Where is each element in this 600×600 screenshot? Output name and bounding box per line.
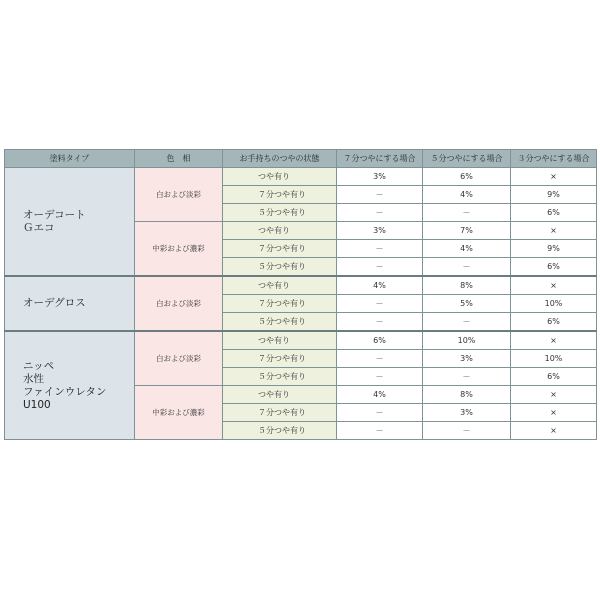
value-70-cell: － <box>337 350 423 368</box>
value-50-cell: 4% <box>423 240 511 258</box>
table-row <box>5 331 597 350</box>
value-50-cell: － <box>423 258 511 277</box>
value-50-cell: 5% <box>423 295 511 313</box>
table-row <box>5 168 597 186</box>
value-30-cell: 6% <box>511 313 597 332</box>
value-50-cell: 3% <box>423 404 511 422</box>
gloss-state-cell: ５分つや有り <box>223 204 337 222</box>
paint-type-cell <box>5 331 135 440</box>
value-30-cell: × <box>511 422 597 440</box>
value-50-cell: 10% <box>423 331 511 350</box>
value-70-cell: 3% <box>337 222 423 240</box>
gloss-state-cell: つや有り <box>223 168 337 186</box>
hue-cell: 中彩および濃彩 <box>135 222 223 277</box>
gloss-state-cell: つや有り <box>223 276 337 295</box>
value-70-cell: 4% <box>337 276 423 295</box>
gloss-state-cell: ７分つや有り <box>223 186 337 204</box>
value-30-cell: 9% <box>511 186 597 204</box>
gloss-state-cell: つや有り <box>223 386 337 404</box>
gloss-state-cell: ７分つや有り <box>223 350 337 368</box>
value-30-cell: × <box>511 168 597 186</box>
value-70-cell: － <box>337 186 423 204</box>
paint-type-cell <box>5 168 135 277</box>
hue-cell: 白および淡彩 <box>135 168 223 222</box>
value-50-cell: 4% <box>423 186 511 204</box>
value-70-cell: － <box>337 313 423 332</box>
paint-type-name: ニッペ 水性 ファインウレタン U100 <box>23 359 107 411</box>
hue-cell: 白および淡彩 <box>135 276 223 331</box>
gloss-state-cell: ５分つや有り <box>223 258 337 277</box>
value-30-cell: 9% <box>511 240 597 258</box>
value-70-cell: － <box>337 204 423 222</box>
header-hue: 色 相 <box>135 150 223 168</box>
value-30-cell: 10% <box>511 350 597 368</box>
gloss-state-cell: ７分つや有り <box>223 404 337 422</box>
value-50-cell: 6% <box>423 168 511 186</box>
value-50-cell: － <box>423 368 511 386</box>
value-30-cell: 10% <box>511 295 597 313</box>
paint-type-name: オーデコート Ｇエコ <box>23 208 86 234</box>
table-body <box>5 168 597 440</box>
value-30-cell: × <box>511 331 597 350</box>
value-30-cell: × <box>511 386 597 404</box>
value-30-cell: × <box>511 276 597 295</box>
gloss-state-cell: ７分つや有り <box>223 240 337 258</box>
gloss-state-cell: ５分つや有り <box>223 313 337 332</box>
hue-cell: 白および淡彩 <box>135 331 223 386</box>
value-30-cell: 6% <box>511 368 597 386</box>
gloss-state-cell: ５分つや有り <box>223 368 337 386</box>
value-50-cell: 3% <box>423 350 511 368</box>
value-50-cell: － <box>423 204 511 222</box>
value-30-cell: × <box>511 404 597 422</box>
value-70-cell: 4% <box>337 386 423 404</box>
gloss-adjustment-table <box>4 149 597 440</box>
gloss-state-cell: ５分つや有り <box>223 422 337 440</box>
header-row <box>5 150 597 168</box>
value-30-cell: 6% <box>511 258 597 277</box>
value-30-cell: 6% <box>511 204 597 222</box>
paint-type-name: オーデグロス <box>23 297 86 309</box>
header-50-gloss: ５分つやにする場合 <box>423 150 511 168</box>
value-30-cell: × <box>511 222 597 240</box>
value-70-cell: － <box>337 422 423 440</box>
value-50-cell: 8% <box>423 276 511 295</box>
value-50-cell: － <box>423 422 511 440</box>
value-70-cell: 6% <box>337 331 423 350</box>
value-70-cell: 3% <box>337 168 423 186</box>
header-70-gloss: ７分つやにする場合 <box>337 150 423 168</box>
gloss-state-cell: ７分つや有り <box>223 295 337 313</box>
value-50-cell: 7% <box>423 222 511 240</box>
header-30-gloss: ３分つやにする場合 <box>511 150 597 168</box>
header-current-gloss: お手持ちのつやの状態 <box>223 150 337 168</box>
gloss-state-cell: つや有り <box>223 222 337 240</box>
value-50-cell: － <box>423 313 511 332</box>
gloss-state-cell: つや有り <box>223 331 337 350</box>
value-70-cell: － <box>337 404 423 422</box>
header-paint-type: 塗料タイプ <box>5 150 135 168</box>
hue-cell: 中彩および濃彩 <box>135 386 223 440</box>
table-row <box>5 276 597 295</box>
value-70-cell: － <box>337 258 423 277</box>
value-50-cell: 8% <box>423 386 511 404</box>
value-70-cell: － <box>337 295 423 313</box>
value-70-cell: － <box>337 240 423 258</box>
value-70-cell: － <box>337 368 423 386</box>
gloss-table-container <box>4 149 596 440</box>
paint-type-cell <box>5 276 135 331</box>
